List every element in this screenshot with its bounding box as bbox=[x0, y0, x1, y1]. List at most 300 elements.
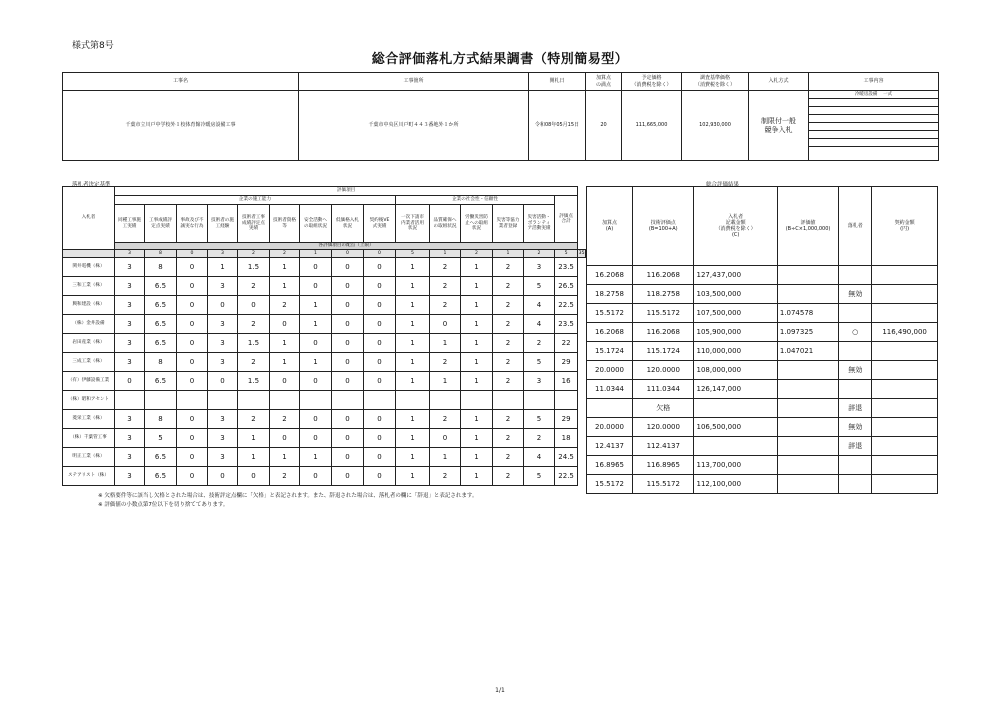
work-content-blank bbox=[809, 123, 938, 131]
winner-header: 落札者 bbox=[839, 187, 872, 266]
winner-cell: 辞退 bbox=[839, 399, 872, 418]
score-cell: 0 bbox=[177, 448, 208, 467]
weight-cell: 0 bbox=[364, 250, 396, 258]
score-cell: 0 bbox=[364, 448, 396, 467]
score-cell: 6.5 bbox=[145, 372, 177, 391]
score-cell: 29 bbox=[555, 353, 578, 372]
score-cell: 1 bbox=[461, 410, 493, 429]
score-cell: 1 bbox=[396, 296, 430, 315]
score-cell: 6.5 bbox=[145, 277, 177, 296]
score-cell: 1 bbox=[461, 277, 493, 296]
eval-value-cell bbox=[777, 266, 838, 285]
bidder-name: （株）千葉管工事 bbox=[63, 429, 115, 448]
score-cell: 0 bbox=[300, 258, 332, 277]
eval-items-header: 評価項目 bbox=[115, 187, 578, 196]
add-points-cell: 18.2758 bbox=[587, 285, 633, 304]
weight-cell: 2 bbox=[270, 250, 300, 258]
bidder-row bbox=[63, 467, 586, 486]
result-row bbox=[587, 380, 938, 399]
score-cell: 0 bbox=[332, 353, 364, 372]
score-cell: 23.5 bbox=[555, 315, 578, 334]
score-cell: 1 bbox=[396, 353, 430, 372]
add-points-cell: 15.5172 bbox=[587, 304, 633, 323]
score-cell: 0 bbox=[364, 315, 396, 334]
tech-eval-cell: 欠格 bbox=[633, 399, 694, 418]
score-cell: 1 bbox=[430, 334, 461, 353]
score-cell: 0 bbox=[332, 467, 364, 486]
eval-item-header: 工事成績評 定点実績 bbox=[145, 205, 177, 243]
add-points-header: 加算点 (A) bbox=[587, 187, 633, 266]
score-cell: 0 bbox=[300, 334, 332, 353]
eval-item-header: 一次下請市 内業者活用 状況 bbox=[396, 205, 430, 243]
bid-price-cell: 110,000,000 bbox=[694, 342, 777, 361]
work-content-qty: 一式 bbox=[883, 92, 893, 97]
score-cell: 1 bbox=[300, 353, 332, 372]
score-cell: 1 bbox=[396, 467, 430, 486]
score-cell: 6.5 bbox=[145, 448, 177, 467]
weight-cell: 1 bbox=[493, 250, 524, 258]
bidder-row bbox=[63, 315, 586, 334]
score-cell: 0 bbox=[300, 467, 332, 486]
header-method: 入札方式 bbox=[749, 73, 809, 91]
bidder-name: （株）昭和アセント bbox=[63, 391, 115, 410]
bid-price-cell bbox=[694, 437, 777, 456]
bidder-row bbox=[63, 391, 586, 410]
result-row bbox=[587, 323, 938, 342]
summary-table bbox=[62, 72, 939, 161]
score-cell: 2 bbox=[430, 410, 461, 429]
score-cell: 2 bbox=[430, 467, 461, 486]
score-cell: 6.5 bbox=[145, 315, 177, 334]
contract-cell bbox=[872, 304, 938, 323]
score-cell: 1 bbox=[461, 296, 493, 315]
add-points-cell: 20.0000 bbox=[587, 361, 633, 380]
score-cell: 2 bbox=[430, 277, 461, 296]
score-cell: 1 bbox=[461, 467, 493, 486]
score-cell: 1 bbox=[270, 277, 300, 296]
score-cell bbox=[364, 391, 396, 410]
score-cell: 1 bbox=[461, 334, 493, 353]
score-cell: 1 bbox=[430, 372, 461, 391]
score-cell: 0 bbox=[238, 467, 270, 486]
score-cell: 1 bbox=[396, 277, 430, 296]
result-row bbox=[587, 418, 938, 437]
score-cell: 3 bbox=[115, 334, 145, 353]
eval-item-header: 災害活動・ ボランティ ア活動実績 bbox=[524, 205, 555, 243]
value-date: 令和08年05月15日 bbox=[529, 91, 586, 161]
score-cell: 2 bbox=[493, 277, 524, 296]
add-points-cell: 16.2068 bbox=[587, 323, 633, 342]
score-cell bbox=[115, 391, 145, 410]
score-cell: 2 bbox=[430, 258, 461, 277]
add-points-cell: 15.5172 bbox=[587, 475, 633, 494]
score-cell: 0 bbox=[364, 277, 396, 296]
score-cell: 0 bbox=[177, 258, 208, 277]
bid-price-cell: 112,100,000 bbox=[694, 475, 777, 494]
eval-item-header: 災害等協力 業者登録 bbox=[493, 205, 524, 243]
add-points-cell: 12.4137 bbox=[587, 437, 633, 456]
result-row bbox=[587, 475, 938, 494]
score-cell: 2 bbox=[493, 258, 524, 277]
score-cell: 3 bbox=[115, 315, 145, 334]
eval-item-header: 技術者資格 等 bbox=[270, 205, 300, 243]
score-cell: 8 bbox=[145, 410, 177, 429]
score-cell: 3 bbox=[115, 467, 145, 486]
score-cell: 26.5 bbox=[555, 277, 578, 296]
weight-cell: 35 bbox=[578, 250, 585, 256]
score-cell: 2 bbox=[270, 296, 300, 315]
score-cell: 22 bbox=[555, 334, 578, 353]
score-cell: 1 bbox=[208, 258, 238, 277]
work-content-list bbox=[809, 91, 938, 154]
bidder-name: 三成工業（株） bbox=[63, 353, 115, 372]
weight-cell: 2 bbox=[238, 250, 270, 258]
group2-header: 企業の社会性・信頼性 bbox=[396, 196, 555, 205]
score-cell: 1 bbox=[461, 353, 493, 372]
bid-price-cell: 106,500,000 bbox=[694, 418, 777, 437]
bid-price-cell: 113,700,000 bbox=[694, 456, 777, 475]
scoring-section-label: 落札者決定基準 bbox=[72, 182, 111, 188]
winner-cell bbox=[839, 266, 872, 285]
eval-item-header: 労働災害防 止への取組 状況 bbox=[461, 205, 493, 243]
eval-value-cell bbox=[777, 456, 838, 475]
tech-eval-cell: 116.2068 bbox=[633, 266, 694, 285]
result-row bbox=[587, 285, 938, 304]
score-cell: 2 bbox=[524, 429, 555, 448]
header-name: 工事名 bbox=[63, 73, 299, 91]
work-content-blank bbox=[809, 147, 938, 154]
score-cell: 3 bbox=[208, 410, 238, 429]
score-cell: 1 bbox=[270, 334, 300, 353]
score-cell: 0 bbox=[177, 296, 208, 315]
contract-cell bbox=[872, 418, 938, 437]
value-planned-price: 111,665,000 bbox=[622, 91, 682, 161]
score-cell bbox=[555, 391, 578, 410]
score-cell bbox=[145, 391, 177, 410]
score-cell: 3 bbox=[208, 315, 238, 334]
score-cell: 0 bbox=[364, 296, 396, 315]
score-cell bbox=[332, 391, 364, 410]
note-2: ※ 評価値の小数点第7位以下を切り捨ててあります。 bbox=[98, 502, 229, 508]
bidder-name: 明正工業（株） bbox=[63, 448, 115, 467]
score-cell: 29 bbox=[555, 410, 578, 429]
score-cell: 0 bbox=[332, 277, 364, 296]
winner-cell: ○ bbox=[839, 323, 872, 342]
score-cell: 2 bbox=[430, 296, 461, 315]
score-cell: 24.5 bbox=[555, 448, 578, 467]
score-cell: 3 bbox=[524, 372, 555, 391]
bidder-row bbox=[63, 410, 586, 429]
tech-eval-cell: 116.2068 bbox=[633, 323, 694, 342]
score-cell: 4 bbox=[524, 296, 555, 315]
score-cell: 5 bbox=[145, 429, 177, 448]
total-header: 評価点 合計 bbox=[555, 196, 578, 243]
contract-cell bbox=[872, 342, 938, 361]
score-cell: 0 bbox=[270, 429, 300, 448]
work-content-name: 冷暖房設備 bbox=[854, 92, 878, 97]
result-row bbox=[587, 304, 938, 323]
score-cell: 0 bbox=[208, 372, 238, 391]
eval-value-cell bbox=[777, 361, 838, 380]
bidder-row bbox=[63, 258, 586, 277]
score-cell: 0 bbox=[177, 315, 208, 334]
score-cell: 3 bbox=[208, 429, 238, 448]
contract-cell bbox=[872, 266, 938, 285]
score-cell: 2 bbox=[493, 410, 524, 429]
score-cell: 0 bbox=[177, 334, 208, 353]
bid-price-cell: 105,900,000 bbox=[694, 323, 777, 342]
score-cell: 0 bbox=[430, 429, 461, 448]
add-points-cell: 20.0000 bbox=[587, 418, 633, 437]
score-cell: 0 bbox=[364, 334, 396, 353]
score-cell: 1 bbox=[461, 429, 493, 448]
score-cell: 0 bbox=[177, 467, 208, 486]
score-cell: 3 bbox=[115, 296, 145, 315]
score-cell: 22.5 bbox=[555, 467, 578, 486]
score-cell: 8 bbox=[145, 353, 177, 372]
result-row bbox=[587, 266, 938, 285]
header-place: 工事箇所 bbox=[299, 73, 529, 91]
bidder-header: 入札者 bbox=[63, 187, 115, 250]
score-cell: 0 bbox=[177, 353, 208, 372]
score-cell: 2 bbox=[493, 429, 524, 448]
contract-cell: 116,490,000 bbox=[872, 323, 938, 342]
score-cell: 0 bbox=[115, 372, 145, 391]
header-tech-points: 加算点 の満点 bbox=[586, 73, 622, 91]
score-cell: 0 bbox=[300, 277, 332, 296]
weight-cell: 0 bbox=[332, 250, 364, 258]
winner-cell: 無効 bbox=[839, 418, 872, 437]
score-cell: 3 bbox=[208, 448, 238, 467]
score-cell: 1.5 bbox=[238, 372, 270, 391]
bidder-row bbox=[63, 334, 586, 353]
score-cell: 0 bbox=[177, 410, 208, 429]
work-content-blank bbox=[809, 115, 938, 123]
score-cell: 6.5 bbox=[145, 296, 177, 315]
score-cell: 3 bbox=[115, 410, 145, 429]
weight-cell: 5 bbox=[555, 250, 578, 258]
score-cell: 0 bbox=[364, 429, 396, 448]
score-cell bbox=[177, 391, 208, 410]
bid-price-cell: 108,000,000 bbox=[694, 361, 777, 380]
value-place: 千葉市中央区川戸町４４３番地外１か所 bbox=[299, 91, 529, 161]
eval-item-header: 低価格入札 状況 bbox=[332, 205, 364, 243]
eval-value-cell bbox=[777, 437, 838, 456]
tech-eval-header: 技術評価点 (B=100+A) bbox=[633, 187, 694, 266]
score-cell: 2 bbox=[493, 315, 524, 334]
score-cell bbox=[524, 391, 555, 410]
tech-eval-cell: 118.2758 bbox=[633, 285, 694, 304]
weights-label: 各評価項目の配点（上限） bbox=[115, 243, 578, 250]
score-cell: 1 bbox=[270, 353, 300, 372]
score-cell: 0 bbox=[208, 296, 238, 315]
score-cell: 0 bbox=[332, 258, 364, 277]
score-cell: 0 bbox=[364, 410, 396, 429]
result-row bbox=[587, 342, 938, 361]
eval-value-cell bbox=[777, 418, 838, 437]
bidder-name: ステアリスト（株） bbox=[63, 467, 115, 486]
score-cell: 2 bbox=[238, 410, 270, 429]
page-title: 総合評価落札方式結果調書（特別簡易型） bbox=[371, 52, 629, 67]
score-cell: 8 bbox=[145, 258, 177, 277]
score-cell: 2 bbox=[493, 353, 524, 372]
score-cell: 0 bbox=[300, 372, 332, 391]
score-cell: 0 bbox=[332, 429, 364, 448]
tech-eval-cell: 115.5172 bbox=[633, 475, 694, 494]
bid-price-cell: 126,147,000 bbox=[694, 380, 777, 399]
score-cell bbox=[493, 391, 524, 410]
winner-cell bbox=[839, 380, 872, 399]
results-section-label: 総合評価結果 bbox=[706, 182, 740, 188]
score-cell: 2 bbox=[430, 353, 461, 372]
score-cell: 5 bbox=[524, 410, 555, 429]
eval-value-header: 評価値 (B÷C×1,000,000) bbox=[777, 187, 838, 266]
score-cell: 5 bbox=[524, 277, 555, 296]
score-cell: 23.5 bbox=[555, 258, 578, 277]
score-cell: 2 bbox=[493, 334, 524, 353]
results-table bbox=[586, 186, 938, 494]
work-content-item bbox=[809, 91, 938, 99]
score-cell: 1.5 bbox=[238, 258, 270, 277]
score-cell: 0 bbox=[364, 372, 396, 391]
score-cell: 2 bbox=[238, 277, 270, 296]
score-cell: 3 bbox=[115, 258, 145, 277]
score-cell: 2 bbox=[238, 315, 270, 334]
score-cell: 4 bbox=[524, 315, 555, 334]
work-content-blank bbox=[809, 99, 938, 107]
contract-cell bbox=[872, 437, 938, 456]
eval-value-cell: 1.047021 bbox=[777, 342, 838, 361]
score-cell: 0 bbox=[332, 296, 364, 315]
winner-cell: 無効 bbox=[839, 285, 872, 304]
score-cell: 2 bbox=[493, 372, 524, 391]
bidder-row bbox=[63, 429, 586, 448]
score-cell: 1 bbox=[270, 258, 300, 277]
score-cell: 1 bbox=[461, 315, 493, 334]
bid-price-cell bbox=[694, 399, 777, 418]
score-cell bbox=[208, 391, 238, 410]
eval-value-cell bbox=[777, 399, 838, 418]
note-1: ※ 欠格要件等に該当し欠格とされた場合は、技術評定点欄に「欠格」と表記されます。また、辞退された場合は、落札者の欄に「辞退」と表記されます。 bbox=[98, 493, 478, 499]
score-cell: 1.5 bbox=[238, 334, 270, 353]
score-cell: 1 bbox=[461, 448, 493, 467]
score-cell bbox=[430, 391, 461, 410]
score-cell: 1 bbox=[396, 315, 430, 334]
bidder-name: 岩田産業（株） bbox=[63, 334, 115, 353]
add-points-cell bbox=[587, 399, 633, 418]
eval-value-cell: 1.074578 bbox=[777, 304, 838, 323]
contract-cell bbox=[872, 399, 938, 418]
winner-cell: 辞退 bbox=[839, 437, 872, 456]
score-cell: 3 bbox=[115, 448, 145, 467]
weight-cell: 5 bbox=[396, 250, 430, 258]
score-cell: 3 bbox=[524, 258, 555, 277]
bidder-row bbox=[63, 277, 586, 296]
eval-value-cell bbox=[777, 380, 838, 399]
value-tech-points: 20 bbox=[586, 91, 622, 161]
winner-cell bbox=[839, 475, 872, 494]
score-cell: 1 bbox=[461, 372, 493, 391]
score-cell bbox=[396, 391, 430, 410]
score-cell: 6.5 bbox=[145, 467, 177, 486]
score-cell bbox=[300, 391, 332, 410]
score-cell: 1 bbox=[300, 296, 332, 315]
score-cell: 2 bbox=[493, 448, 524, 467]
result-row bbox=[587, 456, 938, 475]
score-cell: 2 bbox=[270, 410, 300, 429]
header-survey-price: 調査基準価格 （消費税を除く） bbox=[682, 73, 749, 91]
weight-cell: 1 bbox=[430, 250, 461, 258]
score-cell: 0 bbox=[332, 372, 364, 391]
weight-blank bbox=[63, 250, 115, 258]
weight-cell: 3 bbox=[115, 250, 145, 258]
contract-header: 契約金額 (円) bbox=[872, 187, 938, 266]
bidder-row bbox=[63, 353, 586, 372]
result-row bbox=[587, 361, 938, 380]
score-cell: 0 bbox=[364, 258, 396, 277]
add-points-cell: 16.8965 bbox=[587, 456, 633, 475]
score-cell: 4 bbox=[524, 448, 555, 467]
contract-cell bbox=[872, 285, 938, 304]
weight-cell: 3 bbox=[208, 250, 238, 258]
score-cell: 1 bbox=[396, 410, 430, 429]
score-cell: 1 bbox=[396, 372, 430, 391]
score-cell: 0 bbox=[332, 448, 364, 467]
contract-cell bbox=[872, 380, 938, 399]
tech-eval-cell: 111.0344 bbox=[633, 380, 694, 399]
bidder-name: （株）金井設備 bbox=[63, 315, 115, 334]
bidder-name: 関井電機（株） bbox=[63, 258, 115, 277]
bidder-name: 興和建設（株） bbox=[63, 296, 115, 315]
score-cell: 2 bbox=[238, 353, 270, 372]
weight-cell: 2 bbox=[461, 250, 493, 258]
score-cell: 0 bbox=[238, 296, 270, 315]
winner-cell: 無効 bbox=[839, 361, 872, 380]
bidder-name: 三和工業（株） bbox=[63, 277, 115, 296]
eval-item-header: 技術者の施 工経験 bbox=[208, 205, 238, 243]
eval-value-cell: 1.097325 bbox=[777, 323, 838, 342]
eval-item-header: 契約後VE 式実績 bbox=[364, 205, 396, 243]
score-cell: 1 bbox=[461, 258, 493, 277]
tech-eval-cell: 120.0000 bbox=[633, 418, 694, 437]
score-cell bbox=[238, 391, 270, 410]
value-survey-price: 102,930,000 bbox=[682, 91, 749, 161]
work-content-blank bbox=[809, 107, 938, 115]
score-cell: 0 bbox=[332, 315, 364, 334]
value-name: 千葉市立川戸中学校外１校体育館冷暖房設備工事 bbox=[63, 91, 299, 161]
score-cell: 1 bbox=[238, 429, 270, 448]
eval-value-cell bbox=[777, 285, 838, 304]
bidder-row bbox=[63, 296, 586, 315]
contract-cell bbox=[872, 456, 938, 475]
score-cell: 2 bbox=[493, 296, 524, 315]
tech-eval-cell: 115.1724 bbox=[633, 342, 694, 361]
score-cell: 0 bbox=[208, 467, 238, 486]
result-row bbox=[587, 399, 938, 418]
score-cell: 0 bbox=[364, 467, 396, 486]
score-cell: 0 bbox=[332, 410, 364, 429]
work-content-blank bbox=[809, 139, 938, 147]
score-cell: 5 bbox=[524, 467, 555, 486]
add-points-cell: 15.1724 bbox=[587, 342, 633, 361]
winner-cell bbox=[839, 456, 872, 475]
result-row bbox=[587, 437, 938, 456]
score-cell: 5 bbox=[524, 353, 555, 372]
value-content bbox=[809, 91, 939, 161]
tech-eval-cell: 120.0000 bbox=[633, 361, 694, 380]
score-cell: 3 bbox=[208, 277, 238, 296]
eval-item-header: 安全活動へ の取組状況 bbox=[300, 205, 332, 243]
